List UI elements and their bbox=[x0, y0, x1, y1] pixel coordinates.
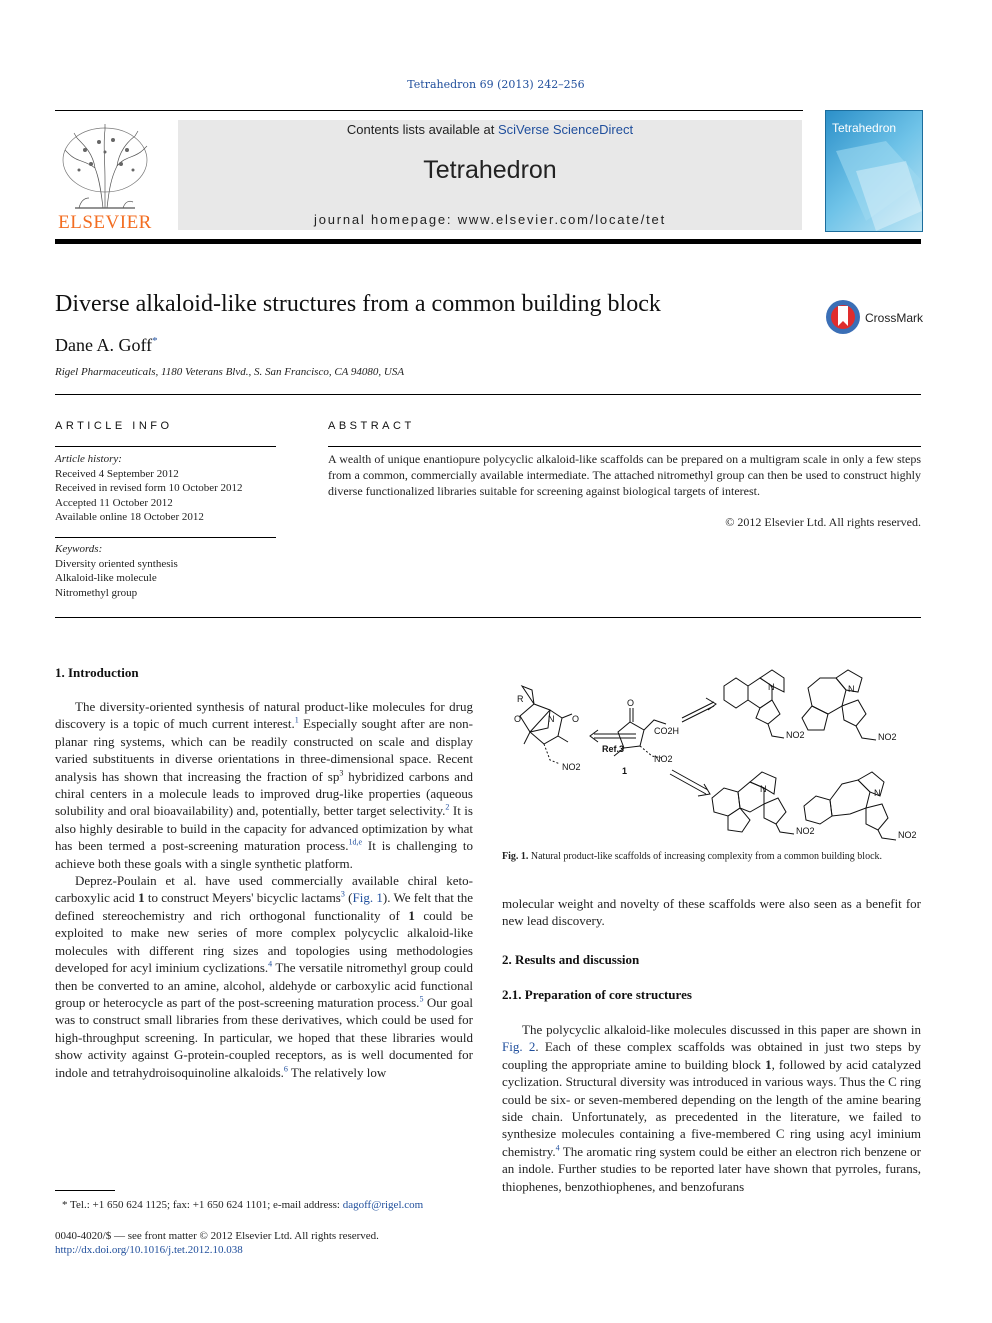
article-info-heading: ARTICLE INFO bbox=[55, 420, 173, 432]
cover-art bbox=[826, 141, 922, 231]
core-structures-body bbox=[502, 1021, 921, 1195]
article-title: Diverse alkaloid-like structures from a common building block bbox=[55, 291, 661, 317]
contents-line: Contents lists available at SciVerse ScienceDirect bbox=[346, 122, 634, 137]
history-online: Available online 18 October 2012 bbox=[55, 511, 204, 523]
history-received: Received 4 September 2012 bbox=[55, 467, 179, 480]
fig1-no2-label: NO2 bbox=[562, 762, 581, 772]
keyword-item: Diversity oriented synthesis bbox=[55, 557, 178, 570]
doi-link[interactable]: http://dx.doi.org/10.1016/j.tet.2012.10.038 bbox=[55, 1244, 243, 1256]
author-affiliation: Rigel Pharmaceuticals, 1180 Veterans Blvd., S. San Francisco, CA 94080, USA bbox=[55, 366, 405, 378]
fig1-keto-o-label: O bbox=[627, 698, 635, 708]
keywords-label: Keywords: bbox=[55, 543, 103, 555]
title-rule bbox=[55, 394, 921, 395]
fig2-link[interactable]: Fig. 2 bbox=[502, 1039, 536, 1055]
results-paragraph-1: The polycyclic alkaloid-like molecules discussed in this paper are shown in Fig. 2. Each of these complex scaffolds was obtained in just two steps by coupling the appropriate amine to building block 1, followed by acid catalyzed cyclization. Structural diversity was introduced in various ways. Thus the C ring could be six- or seven-membered depending on the length of the amine bearing side chain. Unfortunately, as precedented in the literature, we failed to synthesize molecules containing a five-membered C ring using acyl iminium chemistry.$^4$ The aromatic ring system could be either an electron rich benzene or an indole. Further studies to be reported later have shown that pyrroles, furans, thiophenes, benzothiophenes, and benzofurans bbox=[502, 1022, 922, 1194]
fig1-no2-label: NO2 bbox=[654, 754, 673, 764]
section-results-heading: 2. Results and discussion bbox=[502, 952, 640, 967]
ref-link[interactable]: 4 bbox=[268, 959, 273, 969]
header-rule bbox=[55, 110, 803, 111]
author-name: Dane A. Goff* bbox=[55, 335, 158, 355]
ref-link[interactable]: 1 bbox=[294, 716, 299, 726]
crossmark-badge[interactable] bbox=[825, 297, 935, 337]
fig1-co2h-label: CO2H bbox=[654, 726, 680, 736]
journal-citation[interactable]: Tetrahedron 69 (2013) 242–256 bbox=[407, 78, 585, 91]
fig1-compound-number: 1 bbox=[622, 766, 628, 776]
fig1-n-label: N bbox=[874, 788, 881, 798]
author-footnote: * Tel.: +1 650 624 1125; fax: +1 650 624 1101; e-mail address: dagoff@rigel.com bbox=[62, 1199, 424, 1211]
article-history bbox=[55, 452, 276, 525]
fig1-n-label: N bbox=[768, 682, 775, 692]
history-accepted: Accepted 11 October 2012 bbox=[55, 496, 173, 509]
fig1-n-label: N bbox=[760, 784, 767, 794]
history-revised: Received in revised form 10 October 2012 bbox=[55, 482, 243, 494]
crossmark-label: CrossMark bbox=[865, 311, 924, 325]
homepage-url[interactable]: www.elsevier.com/locate/tet bbox=[457, 212, 666, 227]
cover-title: Tetrahedron bbox=[832, 121, 897, 135]
journal-cover-thumbnail bbox=[825, 110, 923, 232]
figure-1-scheme bbox=[502, 660, 921, 845]
sciencedirect-link[interactable]: SciVerse ScienceDirect bbox=[497, 122, 634, 137]
fig1-no2-label: NO2 bbox=[898, 830, 917, 840]
ref-link[interactable]: 6 bbox=[283, 1064, 288, 1074]
keywords-rule bbox=[55, 537, 276, 538]
journal-banner bbox=[178, 120, 802, 230]
header-thick-rule bbox=[55, 239, 921, 244]
journal-name: Tetrahedron bbox=[423, 156, 557, 184]
abstract-heading: ABSTRACT bbox=[328, 420, 415, 432]
introduction-body bbox=[55, 698, 473, 1081]
ref-link[interactable]: 1d,e bbox=[348, 837, 363, 847]
fig1-no2-label: NO2 bbox=[796, 826, 815, 836]
intro-paragraph-1: The diversity-oriented synthesis of natural product-like molecules for drug discovery is a topic of much current interest.$^1$ Especially sought after are non-planar ring systems, which can be readily constructed on scale and display varied substituents in diverse orientations in three-dimensional space. Recent analysis has shown that increasing the fraction of $sp^3$ hybridized carbons and chiral centers in a molecule leads to improved drug-like properties (aqueous solubility and oral bioavailability) and, potentially, better target selectivity.$^2$ It is also highly desirable to build in the capacity for advanced optimization by what has been termed a post-screening maturation process.$^{1d,e}$ It is challenging to achieve both these goals with a single synthetic platform. bbox=[55, 699, 473, 871]
author-footnote-mark[interactable]: * bbox=[152, 335, 158, 347]
history-label: Article history: bbox=[55, 453, 122, 465]
keyword-item: Alkaloid-like molecule bbox=[55, 572, 157, 584]
fig1-no2-label: NO2 bbox=[786, 730, 805, 740]
abstract-text: A wealth of unique enantiopure polycyclic alkaloid-like scaffolds can be prepared on a multigram scale in only a few steps from a common, commercially available intermediate. The attached nitromethyl group can then be used to construct highly diverse functionalized libraries suitable for screening against biological targets of interest. bbox=[328, 452, 921, 498]
fig1-r-label: R bbox=[517, 694, 524, 704]
subsection-core-structures-heading: 2.1. Preparation of core structures bbox=[502, 987, 692, 1002]
fig1-link[interactable]: Fig. 1 bbox=[352, 890, 383, 906]
figure-1-caption: Fig. 1. Natural product-like scaffolds of increasing complexity from a common building block. bbox=[502, 851, 883, 862]
abstract-bottom-rule bbox=[55, 617, 921, 618]
footnote-rule bbox=[55, 1190, 115, 1191]
article-info-rule bbox=[55, 446, 276, 447]
intro-paragraph-2: Deprez-Poulain et al. have used commercially available chiral keto-carboxylic acid 1 to construct Meyers' bicyclic lactams$^3$ (Fig. 1). We felt that the defined stereochemistry and rich orthogonal functionality of 1 could be exploited to make new series of more complex polycyclic alkaloid-like molecules with different ring sizes and topologies using methodologies developed for acyl iminium cyclizations.$^4$ The versatile nitromethyl group could then be converted to an amine, alcohol, aldehyde or carboxylic acid functional group or heterocycle as part of the post-screening maturation process.$^5$ Our goal was to construct small libraries from these derivatives, which could be used for high-throughput screening. In particular, we hoped that these libraries would show activity against G-protein-coupled receptors, as is well documented for indole and tetrahydroisoquinoline alkaloids.$^6$ The relatively low bbox=[55, 873, 473, 1080]
ref-link[interactable]: 4 bbox=[555, 1143, 560, 1153]
keywords-block bbox=[55, 542, 276, 600]
journal-homepage: journal homepage: www.elsevier.com/locate/tet bbox=[314, 212, 666, 227]
fig1-lactam-o-label: O bbox=[572, 714, 580, 724]
ref-link[interactable]: 2 bbox=[445, 803, 450, 813]
publisher-wordmark: ELSEVIER bbox=[58, 212, 152, 233]
fig1-o-label: O bbox=[514, 714, 522, 724]
fig1-no2-label: NO2 bbox=[878, 732, 897, 742]
keyword-item: Nitromethyl group bbox=[55, 586, 138, 599]
results-continuation: molecular weight and novelty of these scaffolds were also seen as a benefit for new lead discovery. bbox=[502, 896, 921, 929]
issn-line: 0040-4020/$ — see front matter © 2012 Elsevier Ltd. All rights reserved. bbox=[55, 1230, 379, 1242]
abstract-rule bbox=[328, 446, 921, 447]
section-introduction-heading: 1. Introduction bbox=[55, 665, 139, 680]
fig1-n-label: N bbox=[548, 714, 555, 724]
ref-link[interactable]: 5 bbox=[419, 994, 424, 1004]
fig1-ref-label: Ref.3 bbox=[602, 744, 625, 754]
abstract-copyright: © 2012 Elsevier Ltd. All rights reserved. bbox=[725, 515, 921, 529]
fig1-n-label: N bbox=[848, 684, 855, 694]
author-email-link[interactable]: dagoff@rigel.com bbox=[342, 1199, 424, 1211]
ref-link[interactable]: 3 bbox=[340, 890, 345, 900]
